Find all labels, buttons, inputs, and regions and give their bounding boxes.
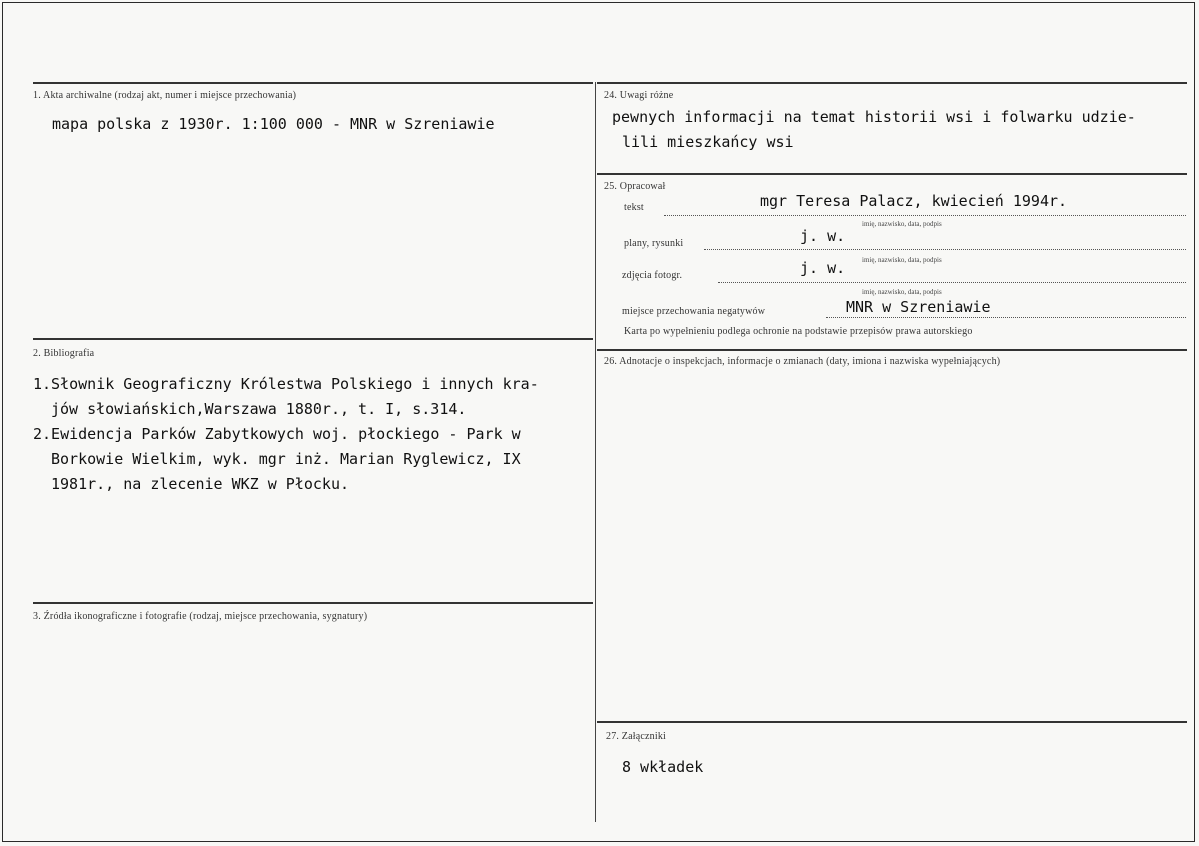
attachments-value: 8 wkładek (622, 758, 704, 776)
rule-section25 (597, 173, 1187, 175)
foto-line (718, 282, 1186, 283)
bibliography-line-4: Borkowie Wielkim, wyk. mgr inż. Marian Ryglewicz, IX (51, 450, 521, 468)
rule-section3 (33, 602, 593, 604)
caption-2: imię, nazwisko, data, podpis (862, 256, 942, 264)
section3-label: 3. Źródła ikonograficzne i fotografie (rodzaj, miejsce przechowania, sygnatury) (33, 611, 368, 622)
bibliography-line-5: 1981r., na zlecenie WKZ w Płocku. (51, 475, 350, 493)
plany-label: plany, rysunki (624, 238, 684, 249)
section25-label: 25. Opracował (604, 181, 666, 192)
bibliography-line-3: 2.Ewidencja Parków Zabytkowych woj. płockiego - Park w (33, 425, 521, 443)
section2-label: 2. Bibliografia (33, 348, 95, 359)
center-divider (595, 82, 596, 822)
section24-label: 24. Uwagi różne (604, 90, 674, 101)
foto-label: zdjęcia fotogr. (622, 270, 683, 281)
copyright-note: Karta po wypełnieniu podlega ochronie na podstawie przepisów prawa autorskiego (624, 326, 973, 337)
rule-section2 (33, 338, 593, 340)
negatyw-line (826, 317, 1186, 318)
plany-line (704, 249, 1186, 250)
section27-label: 27. Załączniki (606, 731, 666, 742)
caption-1: imię, nazwisko, data, podpis (862, 220, 942, 228)
tekst-value: mgr Teresa Palacz, kwiecień 1994r. (760, 192, 1068, 210)
tekst-line (664, 215, 1186, 216)
caption-3: imię, nazwisko, data, podpis (862, 288, 942, 296)
bibliography-line-2: jów słowiańskich,Warszawa 1880r., t. I, s.314. (51, 400, 467, 418)
top-rule-right (597, 82, 1187, 84)
foto-value: j. w. (800, 259, 846, 277)
plany-value: j. w. (800, 227, 846, 245)
section26-label: 26. Adnotacje o inspekcjach, informacje o zmianach (daty, imiona i nazwiska wypełniających) (604, 356, 1001, 367)
section1-value: mapa polska z 1930r. 1:100 000 - MNR w Szreniawie (52, 115, 495, 133)
section1-label: 1. Akta archiwalne (rodzaj akt, numer i miejsce przechowania) (33, 90, 297, 101)
negatyw-value: MNR w Szreniawie (846, 298, 991, 316)
tekst-label: tekst (624, 202, 644, 213)
remarks-line-2: lili mieszkańcy wsi (622, 133, 794, 151)
rule-section26 (597, 349, 1187, 351)
rule-section27 (597, 721, 1187, 723)
negatyw-label: miejsce przechowania negatywów (622, 306, 766, 317)
top-rule-left (33, 82, 593, 84)
bibliography-line-1: 1.Słownik Geograficzny Królestwa Polskiego i innych kra- (33, 375, 539, 393)
remarks-line-1: pewnych informacji na temat historii wsi i folwarku udzie- (612, 108, 1136, 126)
